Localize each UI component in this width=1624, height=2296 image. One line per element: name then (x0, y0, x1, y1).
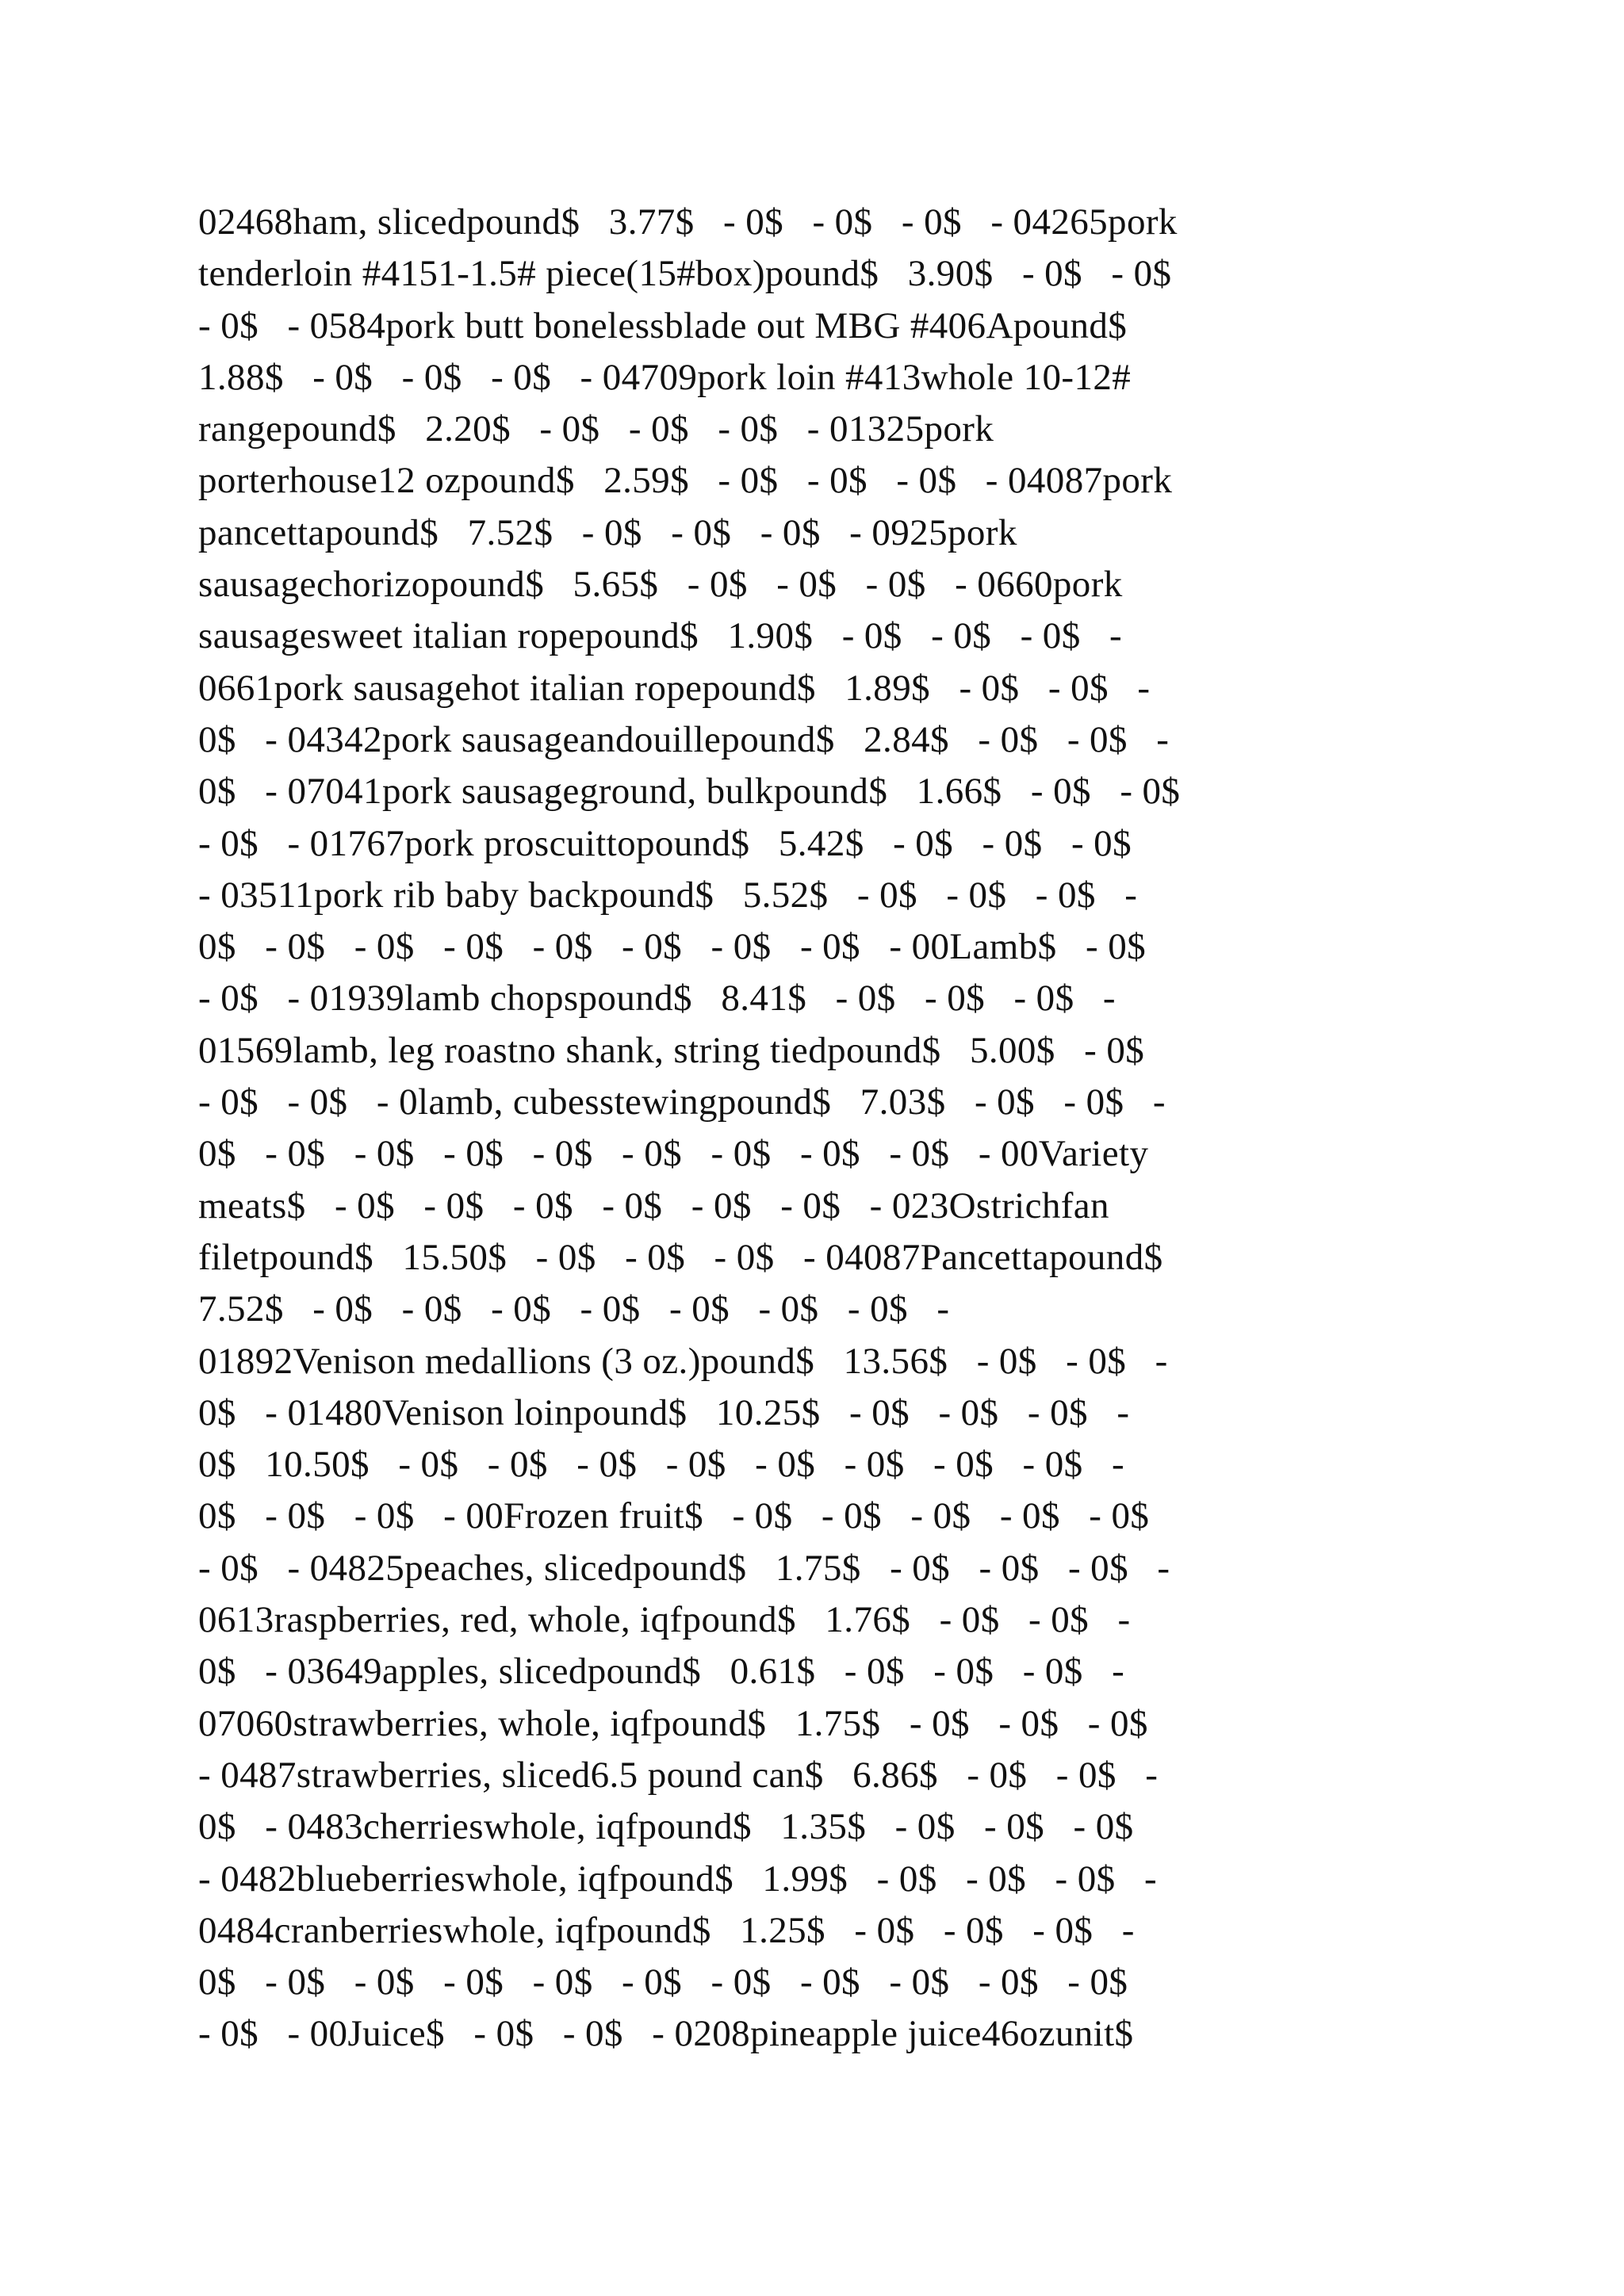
text-line: 01892Venison medallions (3 oz.)pound$ 13.56$ - 0$ - 0$ - (198, 1340, 1168, 1382)
text-line: 0$ - 0$ - 0$ - 0$ - 0$ - 0$ - 0$ - 0$ - 00Lamb$ - 0$ (198, 926, 1146, 968)
text-line: porterhouse12 ozpound$ 2.59$ - 0$ - 0$ - 0$ - 04087pork (198, 460, 1173, 502)
text-line: 0$ - 0$ - 0$ - 0$ - 0$ - 0$ - 0$ - 0$ - 0$ - 0$ - 0$ (198, 1961, 1128, 2003)
text-line: 0$ - 04342pork sausageandouillepound$ 2.84$ - 0$ - 0$ - (198, 718, 1170, 760)
text-line: - 0482blueberrieswhole, iqfpound$ 1.99$ - 0$ - 0$ - 0$ - (198, 1858, 1158, 1900)
text-line: filetpound$ 15.50$ - 0$ - 0$ - 0$ - 04087Pancettapound$ (198, 1236, 1163, 1278)
text-line: - 0$ - 0584pork butt bonelessblade out MBG #406Apound$ (198, 304, 1128, 346)
document-body (198, 197, 1435, 2061)
text-line: 07060strawberries, whole, iqfpound$ 1.75$ - 0$ - 0$ - 0$ (198, 1702, 1148, 1744)
text-line: - 0$ - 01939lamb chopspound$ 8.41$ - 0$ - 0$ - 0$ - (198, 978, 1116, 1020)
text-line: 1.88$ - 0$ - 0$ - 0$ - 04709pork loin #413whole 10-12# (198, 356, 1132, 398)
text-line: 0$ - 07041pork sausageground, bulkpound$ 1.66$ - 0$ - 0$ (198, 771, 1181, 813)
text-line: - 0$ - 04825peaches, slicedpound$ 1.75$ - 0$ - 0$ - 0$ - (198, 1547, 1170, 1589)
text-line: sausagechorizopound$ 5.65$ - 0$ - 0$ - 0$ - 0660pork (198, 564, 1123, 606)
text-line: - 0487strawberries, sliced6.5 pound can$ 6.86$ - 0$ - 0$ - (198, 1754, 1159, 1796)
text-line: 0613raspberries, red, whole, iqfpound$ 1.76$ - 0$ - 0$ - (198, 1599, 1131, 1641)
text-line: sausagesweet italian ropepound$ 1.90$ - 0$ - 0$ - 0$ - (198, 615, 1123, 657)
text-line: meats$ - 0$ - 0$ - 0$ - 0$ - 0$ - 0$ - 023Ostrichfan (198, 1184, 1109, 1226)
text-line: tenderloin #4151-1.5# piece(15#box)pound$ 3.90$ - 0$ - 0$ (198, 253, 1172, 295)
text-line: 02468ham, slicedpound$ 3.77$ - 0$ - 0$ - 0$ - 04265pork (198, 201, 1178, 243)
text-line: 0$ - 01480Venison loinpound$ 10.25$ - 0$ - 0$ - 0$ - (198, 1391, 1130, 1433)
text-line: 0$ - 03649apples, slicedpound$ 0.61$ - 0$ - 0$ - 0$ - (198, 1651, 1125, 1693)
text-line: 0$ - 0483cherrieswhole, iqfpound$ 1.35$ - 0$ - 0$ - 0$ (198, 1806, 1134, 1848)
text-line: 0661pork sausagehot italian ropepound$ 1.89$ - 0$ - 0$ - (198, 667, 1151, 709)
text-line: 0$ - 0$ - 0$ - 0$ - 0$ - 0$ - 0$ - 0$ - 0$ - 00Variety (198, 1133, 1149, 1175)
text-line: - 03511pork rib baby backpound$ 5.52$ - 0$ - 0$ - 0$ - (198, 874, 1138, 916)
text-line: 01569lamb, leg roastno shank, string tiedpound$ 5.00$ - 0$ (198, 1029, 1145, 1071)
text-line: pancettapound$ 7.52$ - 0$ - 0$ - 0$ - 0925pork (198, 511, 1017, 553)
text-line: - 0$ - 01767pork proscuittopound$ 5.42$ - 0$ - 0$ - 0$ (198, 822, 1132, 864)
text-line: 0$ 10.50$ - 0$ - 0$ - 0$ - 0$ - 0$ - 0$ - 0$ - 0$ - (198, 1444, 1125, 1486)
text-line: 0$ - 0$ - 0$ - 00Frozen fruit$ - 0$ - 0$ - 0$ - 0$ - 0$ (198, 1495, 1150, 1537)
text-line: rangepound$ 2.20$ - 0$ - 0$ - 0$ - 01325pork (198, 408, 994, 450)
text-line: 7.52$ - 0$ - 0$ - 0$ - 0$ - 0$ - 0$ - 0$ - (198, 1288, 950, 1330)
text-line: 0484cranberrieswhole, iqfpound$ 1.25$ - 0$ - 0$ - 0$ - (198, 1909, 1135, 1951)
text-line: - 0$ - 0$ - 0lamb, cubesstewingpound$ 7.03$ - 0$ - 0$ - (198, 1081, 1166, 1123)
text-line: - 0$ - 00Juice$ - 0$ - 0$ - 0208pineapple juice46ozunit$ (198, 2013, 1134, 2055)
